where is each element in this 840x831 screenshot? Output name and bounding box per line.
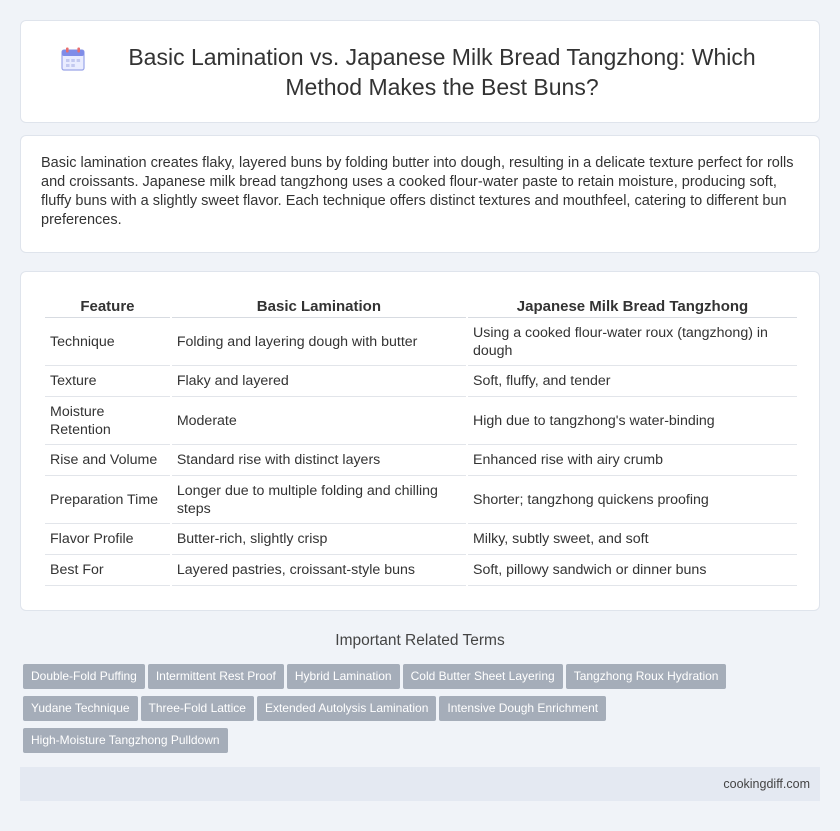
- comparison-table: [43, 294, 799, 586]
- table-cell: Butter-rich, slightly crisp: [172, 524, 466, 555]
- intro-text: Basic lamination creates flaky, layered buns by folding butter into dough, resulting in a delicate texture perfect for rolls and croissants. Japanese milk bread tangzhong uses a cooked flour-water paste to retain moisture, producing soft, fluffy buns with a slightly sweet flavor. Each technique offers distinct textures and mouthfeel, catering to different bun preferences.: [41, 155, 794, 228]
- table-cell: Moderate: [172, 397, 466, 445]
- table-cell: Flaky and layered: [172, 366, 466, 397]
- table-cell-feature: Best For: [45, 555, 170, 586]
- header-basic-lamination: Basic Lamination: [172, 294, 466, 318]
- table-cell-feature: Moisture Retention: [45, 397, 170, 445]
- header-tangzhong: Japanese Milk Bread Tangzhong: [468, 294, 797, 318]
- term-tag[interactable]: Yudane Technique: [23, 696, 138, 721]
- footer-site-link[interactable]: cookingdiff.com: [723, 777, 810, 791]
- table-cell: Shorter; tangzhong quickens proofing: [468, 476, 797, 524]
- table-cell: Soft, fluffy, and tender: [468, 366, 797, 397]
- table-row: [45, 524, 797, 555]
- related-terms-list: [23, 664, 823, 760]
- table-row: [45, 555, 797, 586]
- term-tag[interactable]: Three-Fold Lattice: [141, 696, 254, 721]
- table-row: [45, 445, 797, 476]
- term-tag[interactable]: Double-Fold Puffing: [23, 664, 145, 689]
- table-cell: Folding and layering dough with butter: [172, 318, 466, 366]
- table-cell-feature: Technique: [45, 318, 170, 366]
- table-cell: Enhanced rise with airy crumb: [468, 445, 797, 476]
- page-title: Basic Lamination vs. Japanese Milk Bread Tangzhong: Which Method Makes the Best Buns?: [128, 43, 756, 100]
- term-tag[interactable]: Cold Butter Sheet Layering: [403, 664, 563, 689]
- footer: [20, 767, 820, 801]
- table-cell: Milky, subtly sweet, and soft: [468, 524, 797, 555]
- term-tag[interactable]: Extended Autolysis Lamination: [257, 696, 436, 721]
- table-cell: Standard rise with distinct layers: [172, 445, 466, 476]
- table-header-row: [45, 294, 797, 318]
- calendar-icon: [60, 46, 86, 72]
- table-row: [45, 318, 797, 366]
- table-cell-feature: Flavor Profile: [45, 524, 170, 555]
- table-cell: Longer due to multiple folding and chilling steps: [172, 476, 466, 524]
- table-row: [45, 397, 797, 445]
- intro-card: [20, 135, 820, 253]
- table-cell: Soft, pillowy sandwich or dinner buns: [468, 555, 797, 586]
- term-tag[interactable]: Hybrid Lamination: [287, 664, 400, 689]
- header-feature: Feature: [45, 294, 170, 318]
- related-terms-heading: Important Related Terms: [335, 632, 505, 649]
- term-tag[interactable]: Intensive Dough Enrichment: [439, 696, 606, 721]
- term-tag[interactable]: High-Moisture Tangzhong Pulldown: [23, 728, 228, 753]
- comparison-card: [20, 271, 820, 611]
- title-wrap: [60, 42, 780, 102]
- table-row: [45, 476, 797, 524]
- table-cell-feature: Preparation Time: [45, 476, 170, 524]
- term-tag[interactable]: Tangzhong Roux Hydration: [566, 664, 727, 689]
- table-cell-feature: Rise and Volume: [45, 445, 170, 476]
- table-cell: Layered pastries, croissant-style buns: [172, 555, 466, 586]
- table-cell: Using a cooked flour-water roux (tangzhong) in dough: [468, 318, 797, 366]
- table-cell: High due to tangzhong's water-binding: [468, 397, 797, 445]
- table-cell-feature: Texture: [45, 366, 170, 397]
- term-tag[interactable]: Intermittent Rest Proof: [148, 664, 284, 689]
- title-card: [20, 20, 820, 123]
- table-row: [45, 366, 797, 397]
